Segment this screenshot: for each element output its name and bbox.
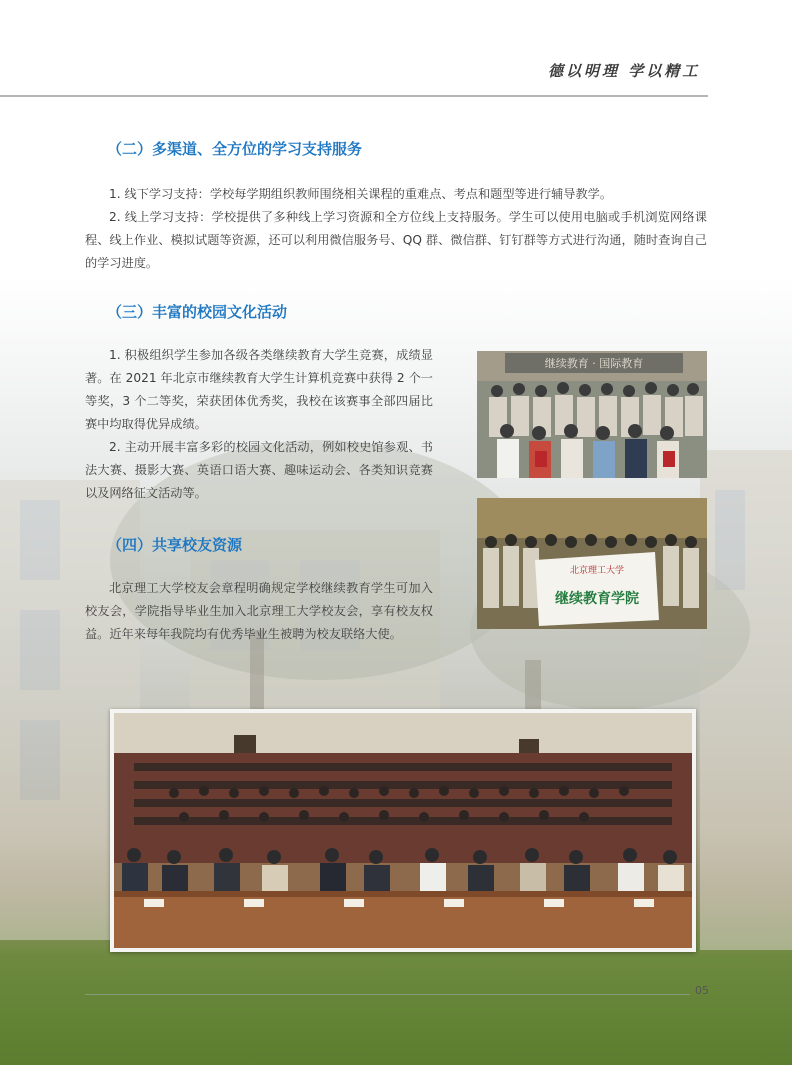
photo-auditorium-ceremony: [110, 709, 696, 952]
flag-line-college: 继续教育学院: [555, 591, 639, 607]
school-motto: 德以明理 学以精工: [548, 62, 701, 80]
photo-banner-text: 继续教育 · 国际教育: [544, 357, 644, 370]
flag-line-university: 北京理工大学: [569, 566, 625, 576]
section-title-alumni: （四）共享校友资源: [107, 536, 243, 554]
photo-competition-group: [477, 351, 707, 478]
paragraph-competitions: 1. 积极组织学生参加各级各类继续教育大学生竞赛，成绩显著。在 2021 年北京市继续教育大学生计算机竞赛中获得 2 个一等奖，3 个二等奖，荣获团体优秀奖，我校在该赛事全部四届比赛中均取得优异成绩。: [85, 348, 433, 431]
paragraph-offline-support: 1. 线下学习支持：学校每学期组织教师围绕相关课程的重难点、考点和题型等进行辅导教学。: [109, 187, 613, 201]
paragraph-alumni: 北京理工大学校友会章程明确规定学校继续教育学生可加入校友会，学院指导毕业生加入北京理工大学校友会，享有校友权益。近年来每年我院均有优秀毕业生被聘为校友联络大使。: [85, 581, 433, 641]
section-title-learning-support: （二）多渠道、全方位的学习支持服务: [107, 140, 363, 158]
paragraph-activities: 2. 主动开展丰富多彩的校园文化活动，例如校史馆参观、书法大赛、摄影大赛、英语口语大赛、趣味运动会、各类知识竞赛以及网络征文活动等。: [85, 440, 433, 500]
footer-rule: [85, 994, 690, 995]
header-rule: [0, 95, 708, 97]
page-number: 05: [695, 984, 709, 997]
section-title-campus-culture: （三）丰富的校园文化活动: [107, 303, 288, 321]
paragraph-online-support: 2. 线上学习支持：学校提供了多种线上学习资源和全方位线上支持服务。学生可以使用电脑或手机浏览网络课程、线上作业、模拟试题等资源，还可以利用微信服务号、QQ 群、微信群、钉钉群等方式进行沟通，随时查询自己的学习进度。: [85, 210, 707, 270]
photo-alumni-group-flag: [477, 498, 707, 629]
